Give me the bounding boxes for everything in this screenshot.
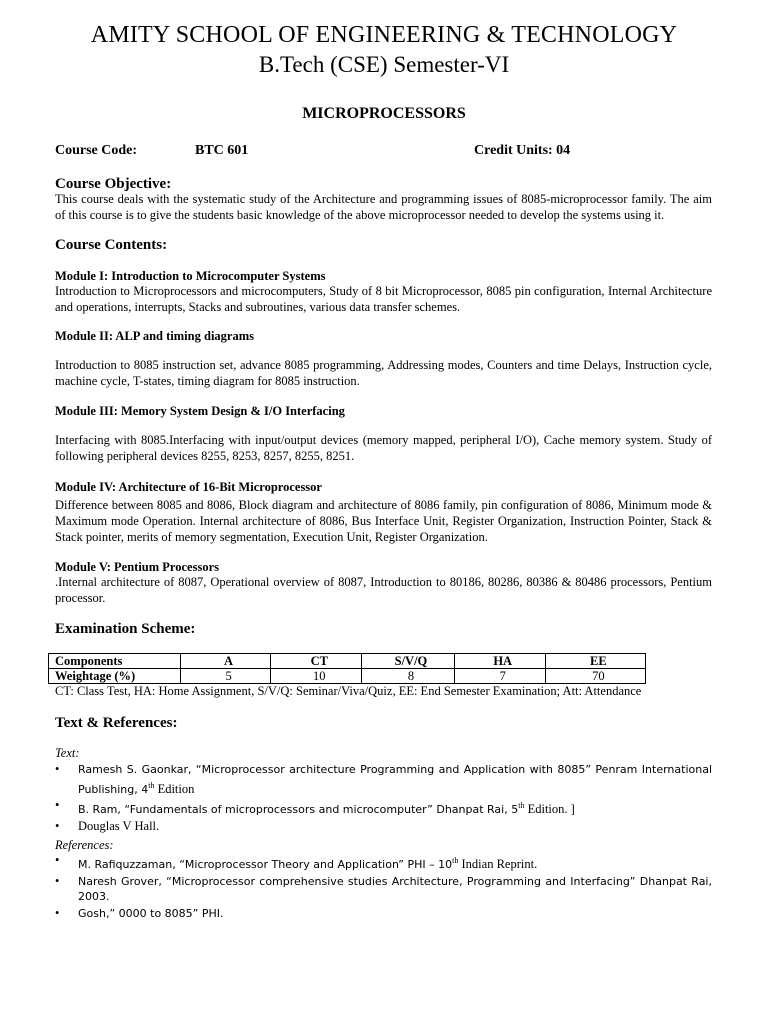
- credit-units: Credit Units: 04: [474, 143, 571, 158]
- module-3-text: Interfacing with 8085.Interfacing with input/output devices (memory mapped, peripheral I/O), Cache memory system. Study of following peripheral devices 8255, 8253, 8257, 8255, 8251.: [55, 433, 712, 463]
- objective-text: This course deals with the systematic study of the Architecture and programming issues of 8085-microprocessor family. The aim of this course is to give the students basic knowledge of the above microprocessor needed to develop the systems using it.: [55, 192, 712, 222]
- references-heading: Text & References:: [55, 715, 178, 731]
- module-4-text: Difference between 8085 and 8086, Block diagram and architecture of 8086 family, pin configuration of 8086, Minimum mode & Maximum mode Operation. Internal architecture of 8086, Bus Interface Unit, Register Organization, Instruction Pointer, Stack & Stack pointer, merits of memory segmentation, Execution Unit, Register Organization.: [55, 498, 712, 544]
- list-item: • Gosh,” 0000 to 8085” PHI.: [55, 905, 224, 920]
- module-5-text: .Internal architecture of 8087, Operational overview of 8087, Introduction to 80186, 80286, 80386 & 80486 processors, Pentium processor.: [55, 575, 712, 605]
- list-item: • Douglas V Hall.: [55, 818, 160, 833]
- module-1-title: Module I: Introduction to Microcomputer Systems: [55, 269, 326, 283]
- course-code-value: BTC 601: [195, 143, 249, 158]
- module-2-text: Introduction to 8085 instruction set, advance 8085 programming, Addressing modes, Counters and time Delays, Instruction cycle, machine cycle, T-states, timing diagram for 8085 instruction.: [55, 358, 712, 388]
- bullet-icon: •: [55, 853, 60, 867]
- exam-cell: CT: [271, 654, 362, 669]
- school-name: AMITY SCHOOL OF ENGINEERING & TECHNOLOGY: [90, 22, 678, 48]
- course-title: MICROPROCESSORS: [302, 105, 466, 122]
- bullet-icon: •: [55, 873, 60, 888]
- exam-cell: Components: [49, 654, 181, 669]
- module-4-title: Module IV: Architecture of 16-Bit Microprocessor: [55, 480, 322, 494]
- bullet-icon: •: [55, 818, 60, 833]
- exam-cell: Weightage (%): [49, 669, 181, 684]
- module-1-text: Introduction to Microprocessors and microcomputers, Study of 8 bit Microprocessor, 8085 pin configuration, Internal Architecture and operations, interrupts, Stacks and subroutines, various data transfer schemes.: [55, 284, 712, 314]
- exam-cell: A: [180, 654, 270, 669]
- exam-weight-row: [49, 669, 646, 684]
- program-name: B.Tech (CSE) Semester-VI: [258, 52, 510, 77]
- exam-header-row: [49, 654, 646, 669]
- exam-heading: Examination Scheme:: [55, 621, 196, 637]
- course-code-label: Course Code:: [55, 143, 138, 158]
- module-2-title: Module II: ALP and timing diagrams: [55, 329, 254, 343]
- objective-heading: Course Objective:: [55, 176, 172, 192]
- references-label: References:: [55, 838, 114, 852]
- bullet-icon: •: [55, 905, 60, 920]
- references-list: [55, 853, 712, 922]
- module-5-title: Module V: Pentium Processors: [55, 560, 219, 574]
- exam-cell: 70: [545, 669, 645, 684]
- exam-cell: 10: [271, 669, 362, 684]
- exam-cell: 8: [362, 669, 454, 684]
- text-list: [55, 762, 712, 835]
- contents-heading: Course Contents:: [55, 237, 168, 253]
- exam-legend: CT: Class Test, HA: Home Assignment, S/V/Q: Seminar/Viva/Quiz, EE: End Semester Examination; Att: Attendance: [55, 684, 642, 698]
- bullet-icon: •: [55, 798, 60, 813]
- exam-cell: EE: [545, 654, 645, 669]
- exam-cell: 5: [180, 669, 270, 684]
- list-item: • Ramesh S. Gaonkar, “Microprocessor architecture Programming and Application with 8085” Penram International Publishing, 4th Edition: [55, 762, 712, 796]
- list-item: • Naresh Grover, “Microprocessor comprehensive studies Architecture, Programming and Interfacing” Dhanpat Rai, 2003.: [55, 873, 712, 904]
- exam-table: [48, 653, 646, 684]
- module-3-title: Module III: Memory System Design & I/O Interfacing: [55, 404, 345, 418]
- exam-cell: S/V/Q: [362, 654, 454, 669]
- list-item: • M. Rafiquzzaman, “Microprocessor Theory and Application” PHI – 10th Indian Reprint.: [55, 853, 538, 872]
- bullet-icon: •: [55, 762, 60, 776]
- list-item: • B. Ram, “Fundamentals of microprocessors and microcomputer” Dhanpat Rai, 5th Edition. ]: [55, 798, 575, 817]
- exam-cell: 7: [454, 669, 545, 684]
- text-label: Text:: [55, 746, 80, 760]
- exam-cell: HA: [454, 654, 545, 669]
